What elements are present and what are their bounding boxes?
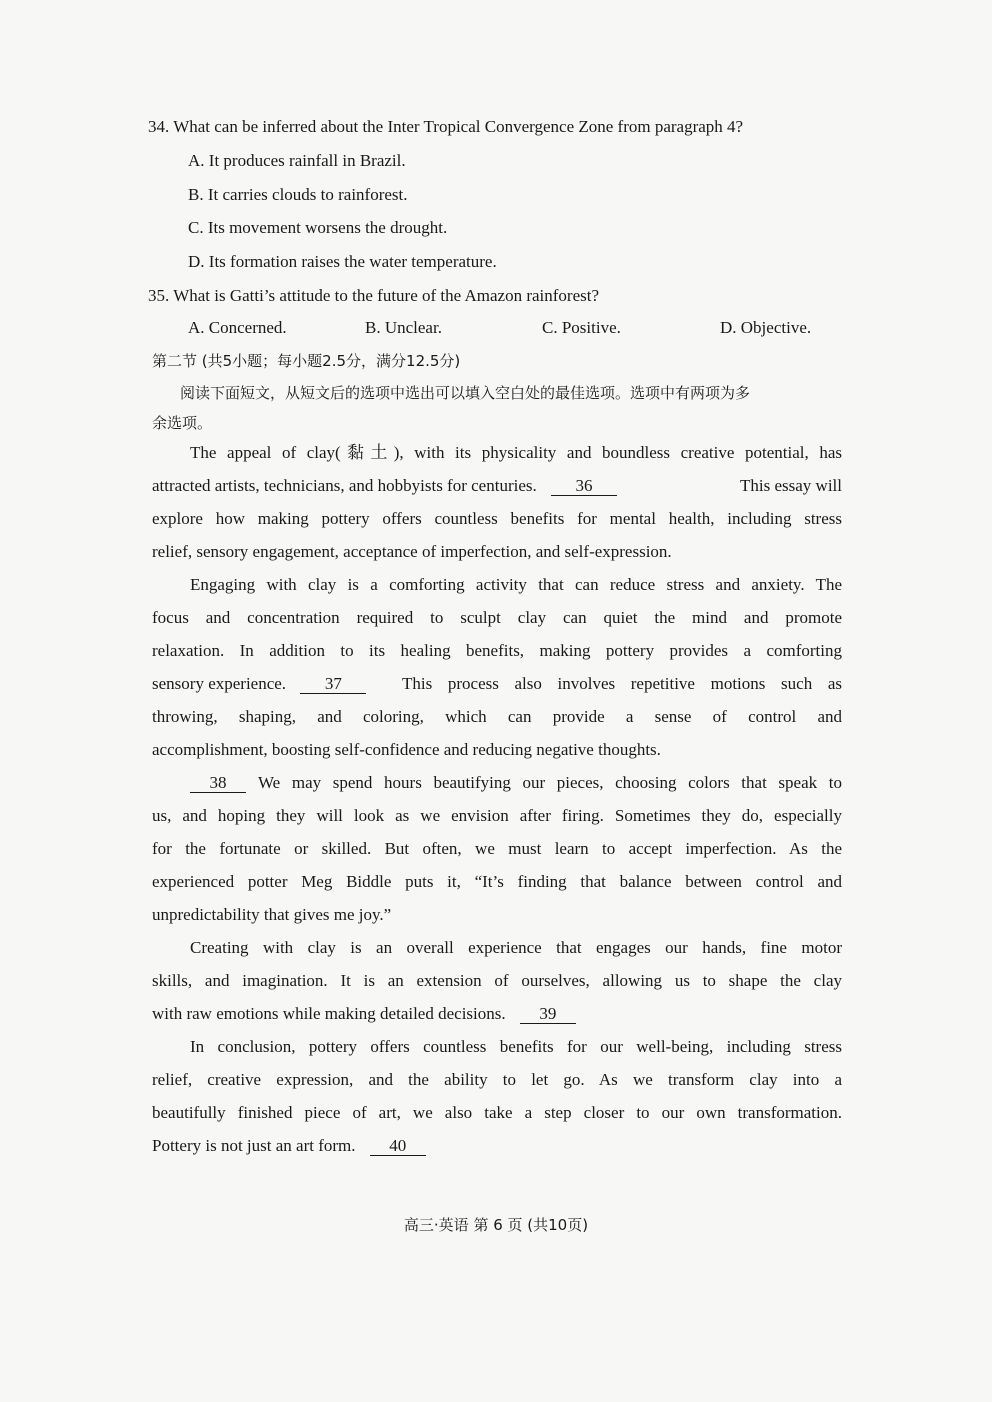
p2-line-4-tail: This process also involves repetitive motions such as [402, 674, 842, 693]
p1-line-2 [152, 475, 842, 497]
p3-line-4: experienced potter Meg Biddle puts it, “It’s finding that balance between control and [152, 872, 842, 891]
p4-line-2: skills, and imagination. It is an extension of ourselves, allowing us to shape the clay [152, 971, 842, 990]
q34-option-c: C. Its movement worsens the drought. [188, 218, 448, 237]
p3-line-1 [190, 772, 842, 794]
p4-line-1: Creating with clay is an overall experience that engages our hands, fine motor [190, 938, 842, 957]
page-footer: 高三·英语 第 6 页 (共10页) [403, 1216, 589, 1234]
p3-line-2: us, and hoping they will look as we envision after firing. Sometimes they do, especially [152, 806, 842, 825]
p2-line-3: relaxation. In addition to its healing benefits, making pottery provides a comforting [152, 641, 842, 660]
p2-line-6: accomplishment, boosting self-confidence and reducing negative thoughts. [152, 740, 661, 759]
p5-line-4-text: Pottery is not just an art form. [152, 1136, 356, 1155]
section-instruction-1: 阅读下面短文，从短文后的选项中选出可以填入空白处的最佳选项。选项中有两项为多 [180, 384, 751, 402]
p2-line-1: Engaging with clay is a comforting activity that can reduce stress and anxiety. The [190, 575, 842, 594]
blank-36: 36 [551, 477, 617, 496]
section-heading: 第二节 (共5小题；每小题2.5分，满分12.5分) [152, 352, 461, 370]
p5-line-3: beautifully finished piece of art, we also take a step closer to our own transformation. [152, 1103, 842, 1122]
q35-option-a: A. Concerned. [188, 318, 287, 337]
p1-line-2-tail: This essay will [740, 476, 842, 495]
p1-line-4: relief, sensory engagement, acceptance of imperfection, and self-expression. [152, 542, 672, 561]
p2-line-4 [152, 673, 842, 695]
blank-38: 38 [190, 774, 246, 793]
p3-line-5: unpredictability that gives me joy.” [152, 905, 392, 924]
blank-37: 37 [300, 675, 366, 694]
p2-line-5: throwing, shaping, and coloring, which can provide a sense of control and [152, 707, 842, 726]
q35-option-d: D. Objective. [720, 318, 812, 337]
blank-40: 40 [370, 1137, 426, 1156]
p1-line-3: explore how making pottery offers countless benefits for mental health, including stress [152, 509, 842, 528]
q34-option-b: B. It carries clouds to rainforest. [188, 185, 408, 204]
p4-line-3-text: with raw emotions while making detailed decisions. [152, 1004, 506, 1023]
q35-option-b: B. Unclear. [365, 318, 442, 337]
p4-line-3 [152, 1003, 576, 1025]
p5-line-4 [152, 1135, 426, 1157]
q34-stem: 34. What can be inferred about the Inter Tropical Convergence Zone from paragraph 4? [148, 117, 744, 136]
q34-option-d: D. Its formation raises the water temperature. [188, 252, 497, 271]
p5-line-1: In conclusion, pottery offers countless benefits for our well-being, including stress [190, 1037, 842, 1056]
p1-line-2-text: attracted artists, technicians, and hobbyists for centuries. [152, 476, 537, 495]
q35-stem: 35. What is Gatti’s attitude to the future of the Amazon rainforest? [148, 286, 600, 305]
p1-line-1: The appeal of clay(黏土), with its physicality and boundless creative potential, has [190, 443, 842, 462]
p2-line-4-text: sensory experience. [152, 674, 287, 693]
p3-line-1-tail: We may spend hours beautifying our pieces, choosing colors that speak to [258, 773, 842, 792]
blank-39: 39 [520, 1005, 576, 1024]
p3-line-3: for the fortunate or skilled. But often, we must learn to accept imperfection. As the [152, 839, 842, 858]
q35-option-c: C. Positive. [542, 318, 621, 337]
q34-option-a: A. It produces rainfall in Brazil. [188, 151, 406, 170]
p5-line-2: relief, creative expression, and the ability to let go. As we transform clay into a [152, 1070, 842, 1089]
p2-line-2: focus and concentration required to sculpt clay can quiet the mind and promote [152, 608, 842, 627]
section-instruction-2: 余选项。 [152, 414, 213, 432]
